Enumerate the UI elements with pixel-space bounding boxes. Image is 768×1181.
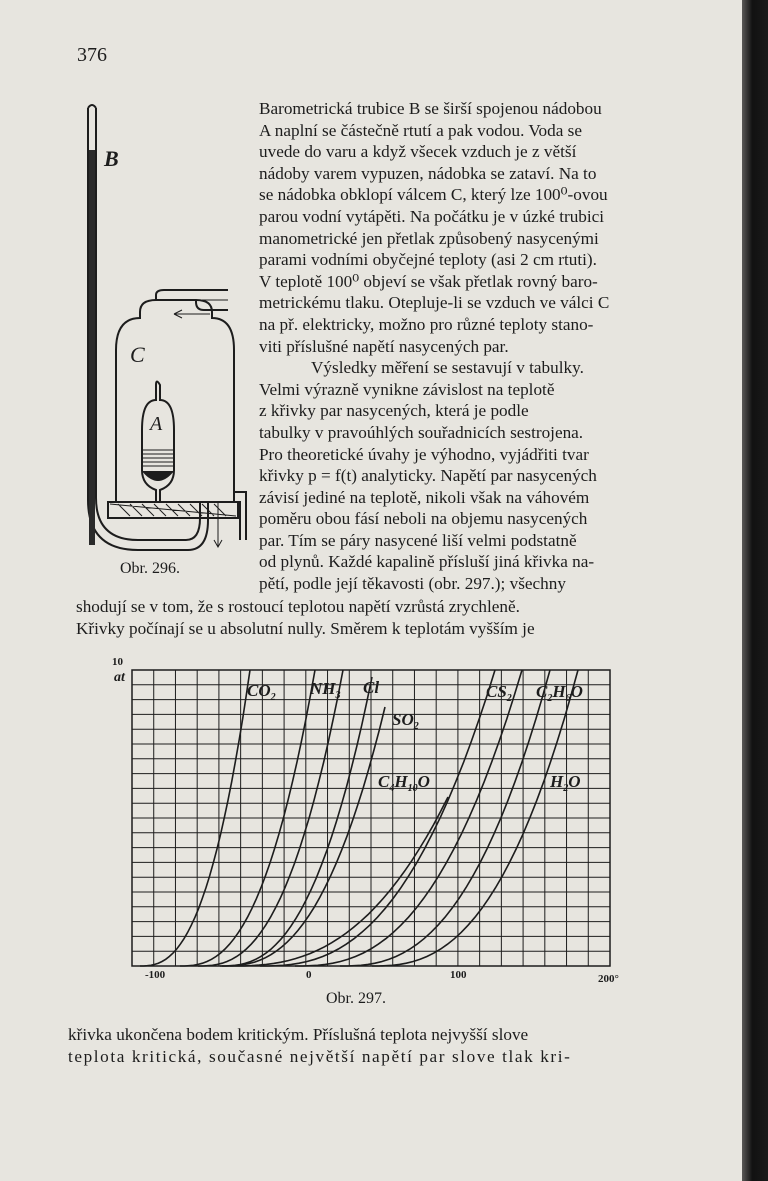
text-line: A naplní se částečně rtutí a pak vodou. Voda se bbox=[259, 120, 582, 140]
figure-296-apparatus bbox=[78, 100, 248, 570]
y-unit-label: at bbox=[114, 670, 125, 685]
text-line: křivky p = f(t) analyticky. Napětí par nasycených bbox=[259, 466, 597, 486]
text-line: na př. elektricky, možno pro různé teploty stano- bbox=[259, 314, 594, 334]
bottom-text bbox=[68, 1024, 674, 1067]
curve-label-nh3: $NH_3$ bbox=[310, 679, 341, 701]
label-A: A bbox=[150, 413, 163, 435]
page-number: 376 bbox=[77, 44, 107, 66]
text-line: uvede do varu a když všecek vzduch je z větší bbox=[259, 142, 577, 162]
x-tick-200: 200° bbox=[598, 973, 619, 985]
curve-label-h2o: $H_2O$ bbox=[550, 772, 581, 794]
text-line: par. Tím se páry nasycené liší velmi podstatně bbox=[259, 530, 577, 550]
text-line: parou vodní vytápěti. Na počátku je v úzké trubici bbox=[259, 206, 605, 226]
curve-label-c4h10o: $C_4H_{10}O$ bbox=[378, 772, 430, 794]
text-line: křivka ukončena bodem kritickým. Příslušná teplota nejvyšší slove bbox=[68, 1025, 529, 1044]
text-line: Křivky počínají se u absolutní nully. Směrem k teplotám vyšším je bbox=[76, 618, 535, 638]
x-tick-100: 100 bbox=[450, 969, 467, 981]
text-line: Barometrická trubice B se širší spojenou nádobou bbox=[259, 99, 602, 118]
x-tick-minus100: -100 bbox=[145, 969, 166, 981]
label-C: C bbox=[130, 342, 145, 367]
y-top-tick: 10 bbox=[112, 657, 123, 668]
text-line: parami vodními obyčejné teploty (asi 2 cm rtuti). bbox=[259, 250, 597, 270]
text-line: teplota kritická, současné největší napětí par slove tlak kri- bbox=[68, 1046, 572, 1066]
text-line: metrickému tlaku. Otepluje-li se vzduch ve válci C bbox=[259, 293, 610, 313]
text-line: z křivky par nasycených, která je podle bbox=[259, 401, 529, 421]
text-line: Výsledky měření se sestavují v tabulky. bbox=[311, 358, 584, 378]
text-line: se nádobka obklopí válcem C, který lze 100⁰-ovou bbox=[259, 185, 608, 205]
curve-label-cl: Cl bbox=[363, 678, 380, 697]
page-edge bbox=[742, 0, 768, 1181]
curve-label-c2h6o: $C_2H_6O$ bbox=[536, 682, 583, 704]
text-line: pětí, podle její těkavosti (obr. 297.); všechny bbox=[259, 574, 566, 594]
text-line: manometrické jen přetlak způsobený nasycenými bbox=[259, 228, 599, 248]
chart-grid bbox=[132, 670, 610, 966]
text-line: Pro theoretické úvahy je výhodno, vyjádřiti tvar bbox=[259, 444, 589, 464]
curve-label-cs2: $CS_2$ bbox=[486, 682, 512, 704]
text-line: tabulky v pravoúhlých souřadnicích sestrojena. bbox=[259, 422, 584, 442]
text-line: V teplotě 100⁰ objeví se však přetlak rovný baro- bbox=[259, 271, 598, 291]
full-width-text bbox=[76, 596, 676, 639]
figure-296-caption: Obr. 296. bbox=[120, 560, 180, 577]
right-column-text bbox=[259, 98, 674, 595]
label-B: B bbox=[104, 146, 119, 171]
text-line: od plynů. Každé kapalině přísluší jiná křivka na- bbox=[259, 552, 595, 572]
text-line: viti příslušné napětí nasycených par. bbox=[259, 336, 509, 356]
text-line: závisí jediné na teplotě, nikoli však na váhovém bbox=[259, 487, 590, 507]
curve-label-so2: $SO_2$ bbox=[392, 710, 419, 732]
text-line: Velmi výrazně vynikne závislost na teplotě bbox=[259, 379, 555, 399]
text-line: poměru obou fásí neboli na objemu nasycených bbox=[259, 509, 588, 529]
figure-297-caption: Obr. 297. bbox=[326, 990, 386, 1007]
text-line: nádoby varem vypuzen, nádobka se zataví. Na to bbox=[259, 163, 597, 183]
figure-297-vapor-pressure-chart bbox=[110, 657, 640, 987]
text-line: shodují se v tom, že s rostoucí teplotou napětí vzrůstá zrychleně. bbox=[76, 597, 520, 616]
x-tick-0: 0 bbox=[306, 969, 312, 981]
curve-label-co2: $CO_2$ bbox=[247, 681, 276, 703]
